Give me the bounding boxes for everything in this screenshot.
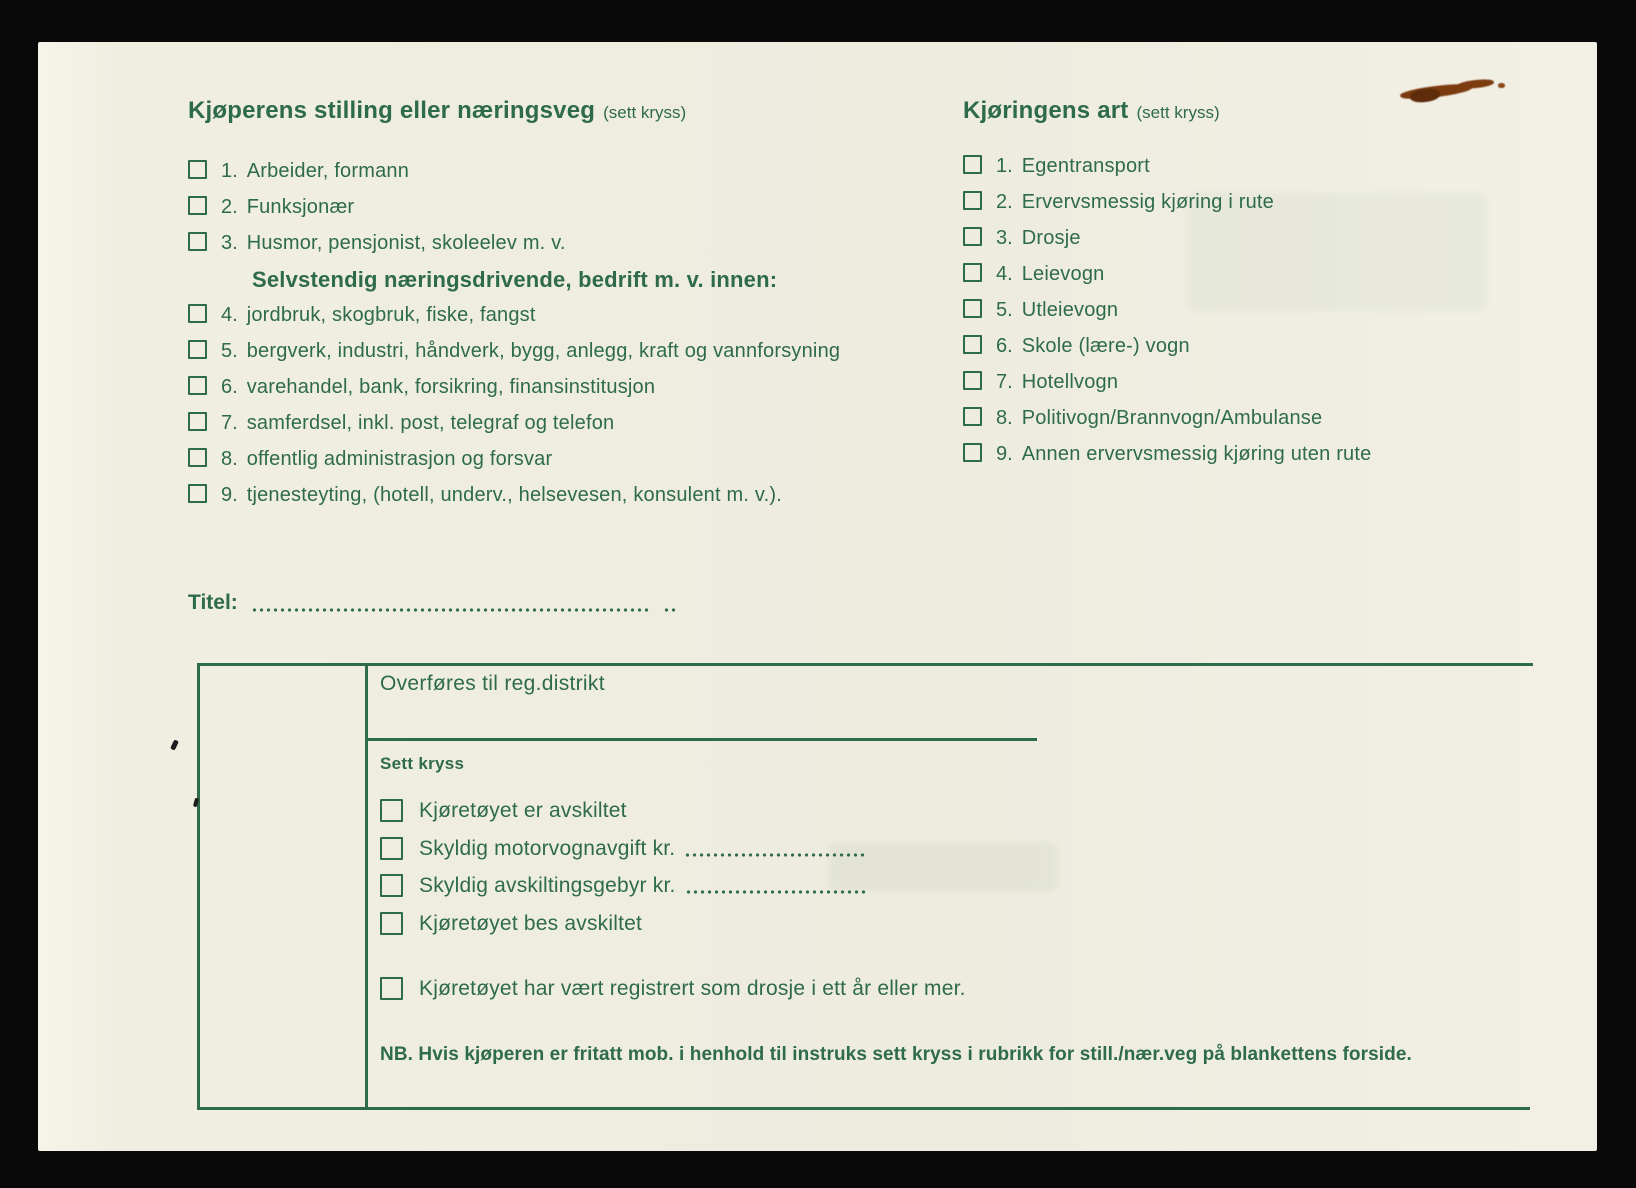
checkbox[interactable] [188, 304, 207, 323]
row-label: Skyldig avskiltingsgebyr kr. [419, 874, 676, 898]
item-number: 5. [221, 340, 238, 362]
item-label: samferdsel, inkl. post, telegraf og telefon [246, 412, 615, 434]
checkbox-list-item [188, 376, 840, 412]
checkbox-list-item [188, 304, 840, 340]
occupation-section-title [188, 97, 978, 125]
checkbox-list-item [963, 407, 1371, 443]
checkbox-list-item [188, 340, 840, 376]
authority-checkbox-rows [380, 799, 866, 949]
item-number: 1. [996, 155, 1013, 177]
item-label: jordbruk, skogbruk, fiske, fangst [246, 304, 536, 326]
checkbox[interactable] [188, 448, 207, 467]
checkbox-list-item [188, 448, 840, 484]
item-label: offentlig administrasjon og forsvar [246, 448, 553, 470]
checkbox-list-item [188, 484, 840, 520]
item-number: 2. [221, 196, 238, 218]
item-number: 4. [221, 304, 238, 326]
checkbox[interactable] [963, 335, 982, 354]
checkbox-list-item [963, 443, 1371, 479]
item-number: 3. [996, 227, 1013, 249]
item-label: Husmor, pensjonist, skoleelev m. v. [246, 232, 566, 254]
checkbox[interactable] [188, 484, 207, 503]
item-label: tjenesteyting, (hotell, underv., helsevesen, konsulent m. v.). [246, 484, 782, 506]
titel-label: Titel: [188, 591, 238, 614]
occupation-title-text: Kjøperens stilling eller næringsveg [188, 97, 596, 124]
item-label: varehandel, bank, forsikring, finansinstitusjon [246, 376, 656, 398]
driving-type-section [963, 97, 1583, 527]
item-number: 5. [996, 299, 1013, 321]
checkbox[interactable] [963, 443, 982, 462]
checkbox-list-item [963, 335, 1371, 371]
checkbox[interactable] [380, 837, 403, 860]
table-checkbox-row [380, 912, 866, 950]
item-number: 8. [996, 407, 1013, 429]
checkbox[interactable] [188, 196, 207, 215]
driving-section-title [963, 97, 1583, 125]
occupation-checklist [188, 160, 840, 520]
table-checkbox-row [380, 977, 966, 1015]
checkbox[interactable] [188, 160, 207, 179]
checkbox[interactable] [188, 340, 207, 359]
titel-fill-in-field[interactable] [252, 599, 652, 614]
checkbox[interactable] [963, 191, 982, 210]
item-number: 7. [221, 412, 238, 434]
item-label: Utleievogn [1021, 299, 1119, 321]
checkbox[interactable] [963, 263, 982, 282]
item-label: Leievogn [1021, 263, 1105, 285]
checkbox-list-item [188, 232, 840, 268]
checkbox-list-item [188, 412, 840, 448]
bleed-through-smudge [828, 842, 1058, 892]
table-top-border [197, 663, 1533, 666]
item-label: Skole (lære-) vogn [1021, 335, 1190, 357]
table-checkbox-row [380, 799, 866, 837]
checkbox[interactable] [380, 799, 403, 822]
table-checkbox-row [380, 837, 866, 875]
checkbox[interactable] [188, 412, 207, 431]
item-number: 8. [221, 448, 238, 470]
row-label: Kjøretøyet er avskiltet [419, 799, 627, 822]
item-number: 2. [996, 191, 1013, 213]
checkbox[interactable] [380, 977, 403, 1000]
driving-title-hint: (sett kryss) [1136, 103, 1220, 122]
item-label: Hotellvogn [1021, 371, 1119, 393]
table-bottom-border [197, 1107, 1530, 1110]
item-label: bergverk, industri, håndverk, bygg, anlegg, kraft og vannforsyning [246, 340, 841, 362]
transfer-district-header: Overføres til reg.distrikt [380, 672, 605, 695]
scan-speck [170, 739, 179, 750]
row-label: Kjøretøyet har vært registrert som drosje i ett år eller mer. [419, 977, 966, 1000]
table-inner-rule [365, 738, 1037, 741]
checkbox[interactable] [380, 912, 403, 935]
item-number: 7. [996, 371, 1013, 393]
checkbox-list-item [188, 160, 840, 196]
buyer-occupation-section [188, 97, 978, 557]
table-column-divider [365, 663, 368, 1110]
item-number: 6. [221, 376, 238, 398]
checkbox-list-item [963, 155, 1371, 191]
self-employed-subheading: Selvstendig næringsdrivende, bedrift m. v. innen: [252, 267, 778, 292]
ink-stain [1498, 83, 1505, 88]
item-number: 4. [996, 263, 1013, 285]
titel-fill-in-field-end[interactable] [664, 599, 677, 614]
checkbox-list-item [188, 196, 840, 232]
checkbox[interactable] [963, 227, 982, 246]
table-left-border [197, 663, 200, 1110]
occupation-title-hint: (sett kryss) [603, 103, 687, 122]
nb-note: NB. Hvis kjøperen er fritatt mob. i henhold til instruks sett kryss i rubrikk for still./nær.veg på blankettens forside. [380, 1044, 1412, 1065]
item-number: 6. [996, 335, 1013, 357]
checkbox[interactable] [188, 376, 207, 395]
titel-field-row [188, 592, 748, 614]
item-label: Arbeider, formann [246, 160, 410, 182]
item-number: 3. [221, 232, 238, 254]
sett-kryss-label: Sett kryss [380, 754, 465, 773]
checkbox[interactable] [188, 232, 207, 251]
table-checkbox-row [380, 874, 866, 912]
checkbox-list-item [963, 371, 1371, 407]
item-number: 9. [221, 484, 238, 506]
form-paper [38, 42, 1597, 1151]
item-number: 1. [221, 160, 238, 182]
item-label: Drosje [1021, 227, 1081, 249]
checkbox[interactable] [963, 155, 982, 174]
checkbox[interactable] [963, 299, 982, 318]
item-label: Egentransport [1021, 155, 1150, 177]
item-label: Annen ervervsmessig kjøring uten rute [1021, 443, 1372, 465]
item-number: 9. [996, 443, 1013, 465]
checkbox[interactable] [963, 407, 982, 426]
row-label: Skyldig motorvognavgift kr. [419, 836, 676, 860]
row-label: Kjøretøyet bes avskiltet [419, 911, 643, 935]
checkbox[interactable] [380, 874, 403, 897]
item-label: Politivogn/Brannvogn/Ambulanse [1021, 407, 1323, 429]
driving-title-text: Kjøringens art [963, 97, 1129, 124]
bleed-through-smudge [1188, 192, 1488, 312]
drosje-row-container [380, 977, 966, 1015]
ink-stain [1458, 78, 1495, 90]
item-label: Funksjonær [246, 196, 355, 218]
checkbox[interactable] [963, 371, 982, 390]
item-label: Ervervsmessig kjøring i rute [1021, 191, 1275, 213]
